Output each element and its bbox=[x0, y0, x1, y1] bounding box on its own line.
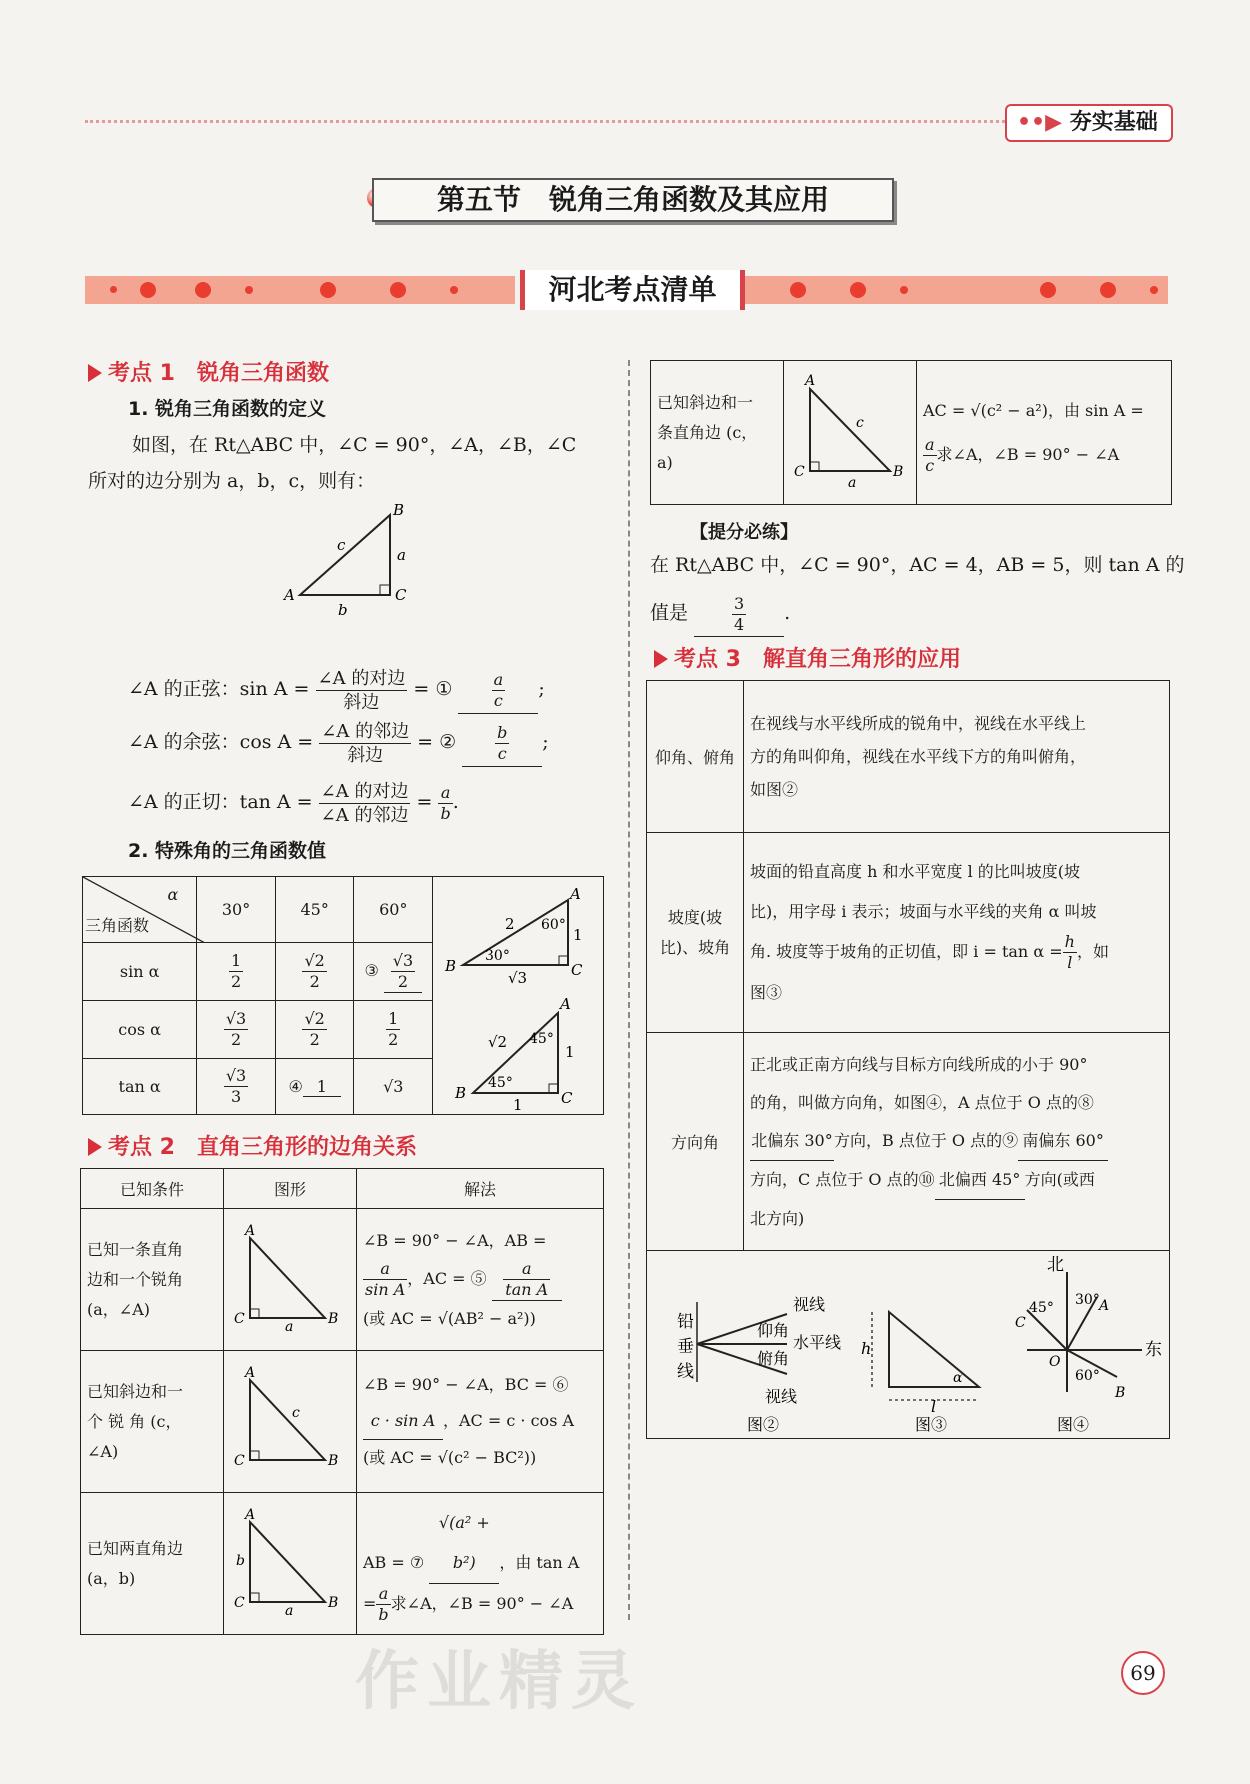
practice-q2: 值是 $\frac{3}{4}$ . bbox=[650, 590, 790, 637]
dot-icon bbox=[390, 282, 406, 298]
r2-name-line: 比)、坡角 bbox=[659, 937, 731, 957]
r1-sol2: ，AC = ⑤ bbox=[407, 1268, 487, 1288]
rt-frac-d: c bbox=[925, 455, 935, 475]
kp1-title bbox=[88, 356, 329, 387]
page-number: 69 bbox=[1121, 1651, 1165, 1695]
triangle-icon bbox=[88, 364, 102, 382]
r1-ans-d: tan A bbox=[505, 1279, 549, 1299]
tan-den: ∠A 的邻边 bbox=[320, 804, 409, 826]
r1-sol-line1: ∠B = 90° − ∠A，AB = bbox=[363, 1230, 547, 1250]
label-C: C bbox=[234, 1594, 245, 1611]
kp2-title-text: 考点 2 直角三角形的边角关系 bbox=[108, 1135, 417, 1160]
r1-cond-line: 边和一个锐角 bbox=[87, 1269, 184, 1289]
t2-label-C: C bbox=[561, 1089, 573, 1107]
column-divider bbox=[628, 360, 630, 1620]
tan-30 bbox=[197, 1059, 276, 1115]
cos30-d: 2 bbox=[230, 1030, 242, 1049]
r1-cond-line: 已知一条直角 bbox=[87, 1239, 184, 1259]
r1-ans-n: a bbox=[503, 1259, 550, 1280]
triangle-icon bbox=[654, 650, 668, 668]
right-angle-mark bbox=[380, 585, 390, 595]
r3-sol3: 求∠A，∠B = 90° − ∠A bbox=[390, 1593, 574, 1613]
rt-frac-n: a bbox=[925, 434, 935, 454]
special-triangle-figures bbox=[433, 885, 595, 1125]
r3-text-line5: 北方向) bbox=[750, 1208, 805, 1228]
table-corner bbox=[83, 877, 197, 943]
kp2-r2-sol bbox=[357, 1351, 604, 1493]
sin-den: 斜边 bbox=[343, 691, 380, 713]
sin-answer bbox=[492, 670, 506, 711]
label-A: A bbox=[245, 1506, 256, 1523]
kp2-r2-cond bbox=[81, 1351, 224, 1493]
cos-45 bbox=[275, 1001, 354, 1059]
table-header-60: 60° bbox=[354, 877, 433, 943]
r3-text-line1: 正北或正南方向线与目标方向线所成的小于 90° bbox=[750, 1054, 1088, 1074]
r2-tail: ，如 bbox=[1076, 942, 1109, 961]
r1-frac-d: sin A bbox=[365, 1279, 406, 1299]
label-B: B bbox=[328, 1452, 339, 1469]
dot-icon bbox=[1100, 282, 1116, 298]
tan-answer bbox=[438, 783, 452, 824]
sin30-n: 1 bbox=[230, 951, 242, 970]
app-r2-name bbox=[647, 833, 744, 1033]
tan-ans-n: a bbox=[438, 783, 452, 804]
r3-l3a: 方向，B 点位于 O 点的⑨ bbox=[834, 1130, 1019, 1150]
kp3-title-text: 考点 3 解直角三角形的应用 bbox=[674, 647, 961, 672]
sin60-d: 2 bbox=[397, 971, 409, 991]
fig4-caption: 图④ bbox=[1057, 1414, 1090, 1434]
rt-cond-line: 条直角边 (c， bbox=[657, 422, 758, 442]
t2-angle45a: 45° bbox=[529, 1031, 554, 1047]
ray-C bbox=[1027, 1310, 1067, 1350]
fig4-A: A bbox=[1099, 1297, 1110, 1314]
fig2-sight2: 视线 bbox=[765, 1386, 798, 1406]
fig4-O: O bbox=[1049, 1353, 1061, 1370]
tan-45 bbox=[275, 1059, 354, 1115]
label-A: A bbox=[805, 372, 816, 389]
dot-icon bbox=[245, 286, 253, 294]
cos-answer bbox=[495, 723, 509, 764]
t1-label-A: A bbox=[570, 885, 581, 903]
dot-icon bbox=[1040, 282, 1056, 298]
dot-icon bbox=[140, 282, 156, 298]
r3-sol1: AB = ⑦ bbox=[363, 1552, 425, 1572]
r2-name-line: 坡度(坡 bbox=[667, 907, 723, 927]
kp2-r2-fig bbox=[224, 1351, 357, 1493]
r3-sol2: ，由 tan A bbox=[499, 1552, 580, 1572]
label-A: A bbox=[245, 1364, 256, 1381]
r3-text-line3 bbox=[750, 1122, 1163, 1161]
answer-8: 北偏东 30° bbox=[750, 1122, 834, 1161]
r2-sol-line3: (或 AC = √(c² − BC²)) bbox=[363, 1448, 537, 1467]
r3-frac-n: a bbox=[376, 1584, 390, 1605]
app-r3-text bbox=[744, 1033, 1170, 1251]
app-r1-text bbox=[744, 681, 1170, 833]
cos-answer-blank bbox=[462, 718, 542, 767]
r2-sol2: ，AC = c · cos A bbox=[443, 1411, 575, 1430]
cos60-n: 1 bbox=[388, 1009, 399, 1028]
right-angle-mark bbox=[559, 956, 568, 965]
table-header-45: 45° bbox=[275, 877, 354, 943]
r2-text-line: 坡面的铅直高度 h 和水平宽度 l 的比叫坡度(坡 bbox=[750, 862, 1081, 881]
fig4-a45: 45° bbox=[1029, 1299, 1054, 1316]
r1-sol-line3: (或 AC = √(AB² − a²)) bbox=[363, 1308, 536, 1328]
sin-definition: ∠A 的正弦：sin A = $\frac{\text{∠A 的对边}}{\text{斜边}}$ = ① $\frac{a}{c}$ ; bbox=[128, 665, 545, 714]
rt-sol bbox=[917, 361, 1172, 505]
label-a: a bbox=[285, 1318, 294, 1333]
label-b: b bbox=[338, 601, 348, 619]
tan-num: ∠A 的对边 bbox=[320, 780, 409, 802]
practice-q2-text: 值是 bbox=[650, 602, 689, 624]
rt-cond-line: 已知斜边和一 bbox=[657, 392, 754, 412]
cos-label: ∠A 的余弦：cos A = bbox=[128, 731, 314, 753]
dot-icon bbox=[1150, 286, 1158, 294]
row-cos-label: cos α bbox=[83, 1001, 197, 1059]
dot-icon bbox=[110, 286, 117, 293]
t1-label-B: B bbox=[445, 957, 457, 975]
plumb-char: 垂 bbox=[677, 1336, 694, 1357]
r1-text-line: 如图② bbox=[750, 780, 799, 799]
slope-triangle bbox=[889, 1312, 979, 1387]
kp2-r1-sol bbox=[357, 1209, 604, 1351]
sin45-n: √2 bbox=[304, 951, 325, 970]
sin30-d: 2 bbox=[230, 972, 242, 991]
row-sin-label: sin α bbox=[83, 943, 197, 1001]
table-figures-cell bbox=[433, 877, 604, 1115]
r3-sol-line1 bbox=[363, 1503, 597, 1584]
table-fn-header: 三角函数 bbox=[85, 916, 150, 935]
r3-l4b: 方向(或西 bbox=[1024, 1169, 1095, 1189]
label-C: C bbox=[234, 1452, 245, 1469]
fig2-up: 仰角 bbox=[757, 1320, 790, 1340]
r3-triangle bbox=[230, 1507, 340, 1617]
r2-text-line: 图③ bbox=[750, 983, 783, 1002]
r2-triangle bbox=[230, 1365, 340, 1475]
label-a: a bbox=[285, 1602, 294, 1617]
r2-sol-line1: ∠B = 90° − ∠A，BC = ⑥ bbox=[363, 1375, 569, 1394]
cos-fraction bbox=[319, 720, 411, 767]
rt-sol-line2 bbox=[923, 433, 1165, 477]
cos-30 bbox=[197, 1001, 276, 1059]
r2-cond-line: 个 锐 角 (c， bbox=[87, 1411, 182, 1431]
kp2-header-fig: 图形 bbox=[224, 1169, 357, 1209]
sin-answer-blank bbox=[458, 665, 538, 714]
fig3-caption: 图③ bbox=[915, 1414, 948, 1434]
rt-fig bbox=[784, 361, 917, 505]
tan-60: √3 bbox=[354, 1059, 433, 1115]
r2-text-line: 比)，用字母 i 表示；坡面与水平线的夹角 α 叫坡 bbox=[750, 902, 1097, 921]
arrow-icon: ••▶ bbox=[1017, 110, 1063, 135]
t2-leg2: 1 bbox=[513, 1096, 523, 1114]
table-header-30: 30° bbox=[197, 877, 276, 943]
header-dotted-rule bbox=[85, 120, 1005, 123]
kp2-header-sol: 解法 bbox=[357, 1169, 604, 1209]
label-B: B bbox=[328, 1594, 339, 1611]
sin60-mark: ③ bbox=[364, 960, 379, 980]
r2-text-line: 角. 坡度等于坡角的正切值，即 i = tan α = bbox=[750, 942, 1063, 961]
application-table bbox=[646, 680, 1170, 1439]
sin-60 bbox=[354, 943, 433, 1001]
r3-cond-line: (a，b) bbox=[87, 1568, 136, 1588]
dot-icon bbox=[790, 282, 806, 298]
practice-q1: 在 Rt△ABC 中，∠C = 90°，AC = 4，AB = 5，则 tan A 的 bbox=[650, 554, 1185, 576]
header-tag bbox=[1005, 104, 1173, 142]
tan45-mark: ④ bbox=[288, 1076, 303, 1096]
t1-label-C: C bbox=[571, 961, 583, 979]
fig2-caption: 图② bbox=[747, 1414, 780, 1434]
r2-text-line3 bbox=[750, 932, 1163, 973]
tan45-answer: 1 bbox=[303, 1077, 341, 1097]
plumb-char: 铅 bbox=[677, 1311, 694, 1332]
r2-answer: c · sin A bbox=[363, 1403, 443, 1440]
kp1-sub1: 1. 锐角三角函数的定义 bbox=[128, 398, 327, 420]
sin-label: ∠A 的正弦：sin A = bbox=[128, 678, 310, 700]
right-angle-mark bbox=[250, 1451, 259, 1460]
triangle-shape bbox=[300, 515, 390, 595]
kp2-r1-cond bbox=[81, 1209, 224, 1351]
triangle-shape bbox=[250, 1380, 325, 1460]
kp1-intro2: 所对的边分别为 a，b，c，则有： bbox=[88, 470, 376, 492]
label-A: A bbox=[245, 1222, 256, 1239]
cos45-n: √2 bbox=[304, 1009, 325, 1028]
sin-30 bbox=[197, 943, 276, 1001]
r1-cond-line: (a，∠A) bbox=[87, 1299, 150, 1319]
plumb-char: 线 bbox=[677, 1361, 694, 1382]
t2-angle45b: 45° bbox=[488, 1075, 513, 1091]
tan-definition: ∠A 的正切：tan A = $\frac{\text{∠A 的对边}}{\text{∠A 的邻边}}$ = $\frac{a}{b}$ . bbox=[128, 780, 459, 826]
app-r1-name: 仰角、俯角 bbox=[647, 681, 744, 833]
t2-label-B: B bbox=[455, 1084, 467, 1102]
label-a: a bbox=[397, 546, 406, 564]
practice-title: 【提分必练】 bbox=[690, 522, 798, 543]
label-A: A bbox=[284, 586, 295, 604]
tan30-d: 3 bbox=[230, 1087, 242, 1106]
r2-cond-line: ∠A) bbox=[87, 1441, 119, 1461]
label-C: C bbox=[234, 1310, 245, 1327]
kp2-r3-fig bbox=[224, 1493, 357, 1635]
label-c: c bbox=[856, 414, 864, 431]
sin-num: ∠A 的对边 bbox=[317, 667, 406, 689]
cos-den: 斜边 bbox=[347, 744, 384, 766]
r1-text-line: 方的角叫仰角，视线在水平线下方的角叫俯角， bbox=[750, 747, 1087, 766]
r1-sol-line2 bbox=[363, 1259, 597, 1301]
right-angle-mark bbox=[250, 1593, 259, 1602]
sin45-d: 2 bbox=[309, 972, 320, 991]
fig3-h: h bbox=[861, 1338, 872, 1358]
kp2-r1-fig bbox=[224, 1209, 357, 1351]
sin-ans-d: c bbox=[493, 690, 503, 710]
practice-ans-d: 4 bbox=[733, 614, 745, 634]
kp2-r3-cond bbox=[81, 1493, 224, 1635]
cos-num: ∠A 的邻边 bbox=[321, 720, 410, 742]
answer-9: 南偏东 60° bbox=[1018, 1122, 1108, 1161]
app-r2-text bbox=[744, 833, 1170, 1033]
label-C: C bbox=[395, 586, 407, 604]
fig4-north: 北 bbox=[1047, 1254, 1064, 1275]
special-angle-table bbox=[82, 876, 604, 1115]
fig2-sight1: 视线 bbox=[793, 1294, 826, 1314]
header-tag-label: 夯实基础 bbox=[1069, 110, 1158, 135]
triangle-shape bbox=[250, 1238, 325, 1318]
dot-icon bbox=[450, 286, 458, 294]
rt-cond bbox=[651, 361, 784, 505]
right-triangle-figure bbox=[280, 500, 420, 620]
rt-sol-line1: AC = √(c² − a²)，由 sin A = bbox=[923, 400, 1144, 420]
sin-mark: = ① bbox=[413, 678, 453, 700]
triangle-shape bbox=[250, 1522, 325, 1602]
t1-leg2: √3 bbox=[508, 969, 528, 987]
label-b: b bbox=[236, 1552, 245, 1569]
t1-hyp: 2 bbox=[505, 915, 515, 933]
cos-mark: = ② bbox=[417, 731, 457, 753]
label-c: c bbox=[337, 536, 346, 554]
dot-icon bbox=[850, 282, 866, 298]
right-angle-mark bbox=[810, 462, 819, 471]
cos-ans-d: c bbox=[497, 743, 507, 763]
application-figures bbox=[647, 1252, 1167, 1438]
r3-answer: √(a² + b²) bbox=[429, 1503, 499, 1584]
right-top-table bbox=[650, 360, 1172, 505]
label-B: B bbox=[328, 1310, 339, 1327]
dot-icon bbox=[195, 282, 211, 298]
rt-cond-line: a) bbox=[657, 452, 673, 472]
right-angle-mark bbox=[549, 1084, 558, 1093]
sin60-n: √3 bbox=[392, 950, 414, 970]
kp2-header-cond: 已知条件 bbox=[81, 1169, 224, 1209]
sin-45 bbox=[275, 943, 354, 1001]
kp2-r3-sol bbox=[357, 1493, 604, 1635]
r1-triangle bbox=[230, 1223, 340, 1333]
label-B: B bbox=[393, 501, 405, 519]
cos-ans-n: b bbox=[497, 722, 508, 742]
fig2-horiz: 水平线 bbox=[793, 1332, 842, 1352]
t2-label-A: A bbox=[560, 995, 571, 1013]
fig4-C: C bbox=[1015, 1314, 1026, 1331]
r3-cond-line: 已知两直角边 bbox=[87, 1538, 184, 1558]
cos-60 bbox=[354, 1001, 433, 1059]
triangle-45-45 bbox=[473, 1013, 558, 1093]
r3-eq: = bbox=[363, 1593, 377, 1613]
label-B: B bbox=[893, 463, 904, 480]
rt-triangle bbox=[790, 371, 910, 491]
r2-frac-n: h bbox=[1064, 932, 1075, 951]
r3-frac-d: b bbox=[378, 1604, 389, 1624]
fig3-alpha: α bbox=[953, 1369, 963, 1386]
rt-sol2: 求∠A，∠B = 90° − ∠A bbox=[936, 444, 1120, 464]
r2-frac-d: l bbox=[1067, 953, 1073, 972]
fig3-l: l bbox=[931, 1396, 937, 1416]
t1-angle60: 60° bbox=[541, 917, 566, 933]
dot-icon bbox=[320, 282, 336, 298]
right-angle-mark bbox=[250, 1309, 259, 1318]
cos30-n: √3 bbox=[225, 1009, 247, 1028]
app-figures-row bbox=[647, 1251, 1170, 1439]
r1-text-line: 在视线与水平线所成的锐角中，视线在水平线上 bbox=[750, 714, 1087, 733]
section-title: 第五节 锐角三角函数及其应用 bbox=[372, 178, 894, 222]
r3-l4a: 方向，C 点位于 O 点的⑩ bbox=[750, 1169, 935, 1189]
tan-label: ∠A 的正切：tan A = bbox=[128, 791, 313, 813]
t2-leg1: 1 bbox=[565, 1043, 575, 1061]
practice-ans-n: 3 bbox=[733, 593, 745, 613]
fig4-a60: 60° bbox=[1075, 1367, 1100, 1384]
t1-angle30: 30° bbox=[485, 948, 510, 964]
band-title: 河北考点清单 bbox=[520, 270, 745, 310]
tan-ans-d: b bbox=[440, 803, 451, 823]
kp1-sub2: 2. 特殊角的三角函数值 bbox=[128, 840, 327, 862]
cos45-d: 2 bbox=[309, 1030, 320, 1049]
fig4-east: 东 bbox=[1145, 1339, 1162, 1360]
r3-text-line4 bbox=[750, 1161, 1163, 1200]
fig2-down: 俯角 bbox=[757, 1348, 790, 1368]
r1-frac-n: a bbox=[363, 1259, 407, 1280]
r2-sol-line2 bbox=[363, 1403, 597, 1440]
answer-10: 北偏西 45° bbox=[935, 1161, 1025, 1200]
row-tan-label: tan α bbox=[83, 1059, 197, 1115]
tan-fraction bbox=[319, 780, 411, 827]
triangle-shape bbox=[810, 389, 890, 471]
cos-definition: ∠A 的余弦：cos A = $\frac{\text{∠A 的邻边}}{\text{斜边}}$ = ② $\frac{b}{c}$ ; bbox=[128, 718, 549, 767]
kp1-title-text: 考点 1 锐角三角函数 bbox=[108, 361, 329, 386]
fig4-B: B bbox=[1115, 1384, 1126, 1401]
t1-leg1: 1 bbox=[573, 926, 583, 944]
kp2-title bbox=[88, 1130, 417, 1161]
cos60-d: 2 bbox=[388, 1030, 399, 1049]
sin-ans-n: a bbox=[493, 669, 504, 689]
side-angle-table bbox=[80, 1168, 604, 1635]
table-alpha-header: α bbox=[167, 885, 179, 904]
dot-icon bbox=[900, 286, 908, 294]
label-C: C bbox=[794, 463, 805, 480]
t2-hyp: √2 bbox=[488, 1033, 508, 1051]
triangle-icon bbox=[88, 1138, 102, 1156]
label-a: a bbox=[848, 474, 857, 491]
app-r3-name: 方向角 bbox=[647, 1033, 744, 1251]
kp3-title bbox=[654, 642, 961, 673]
label-c: c bbox=[292, 1404, 300, 1421]
r3-text-line2: 的角，叫做方向角，如图④，A 点位于 O 点的⑧ bbox=[750, 1092, 1094, 1112]
fig4-a30: 30° bbox=[1075, 1291, 1100, 1308]
watermark: 作业精灵 bbox=[355, 1644, 643, 1719]
r3-sol-line2 bbox=[363, 1584, 597, 1625]
sin-fraction bbox=[316, 667, 408, 714]
tan30-n: √3 bbox=[225, 1066, 247, 1085]
kp1-intro1: 如图，在 Rt△ABC 中，∠C = 90°，∠A，∠B，∠C bbox=[132, 434, 577, 456]
r2-cond-line: 已知斜边和一 bbox=[87, 1381, 184, 1401]
